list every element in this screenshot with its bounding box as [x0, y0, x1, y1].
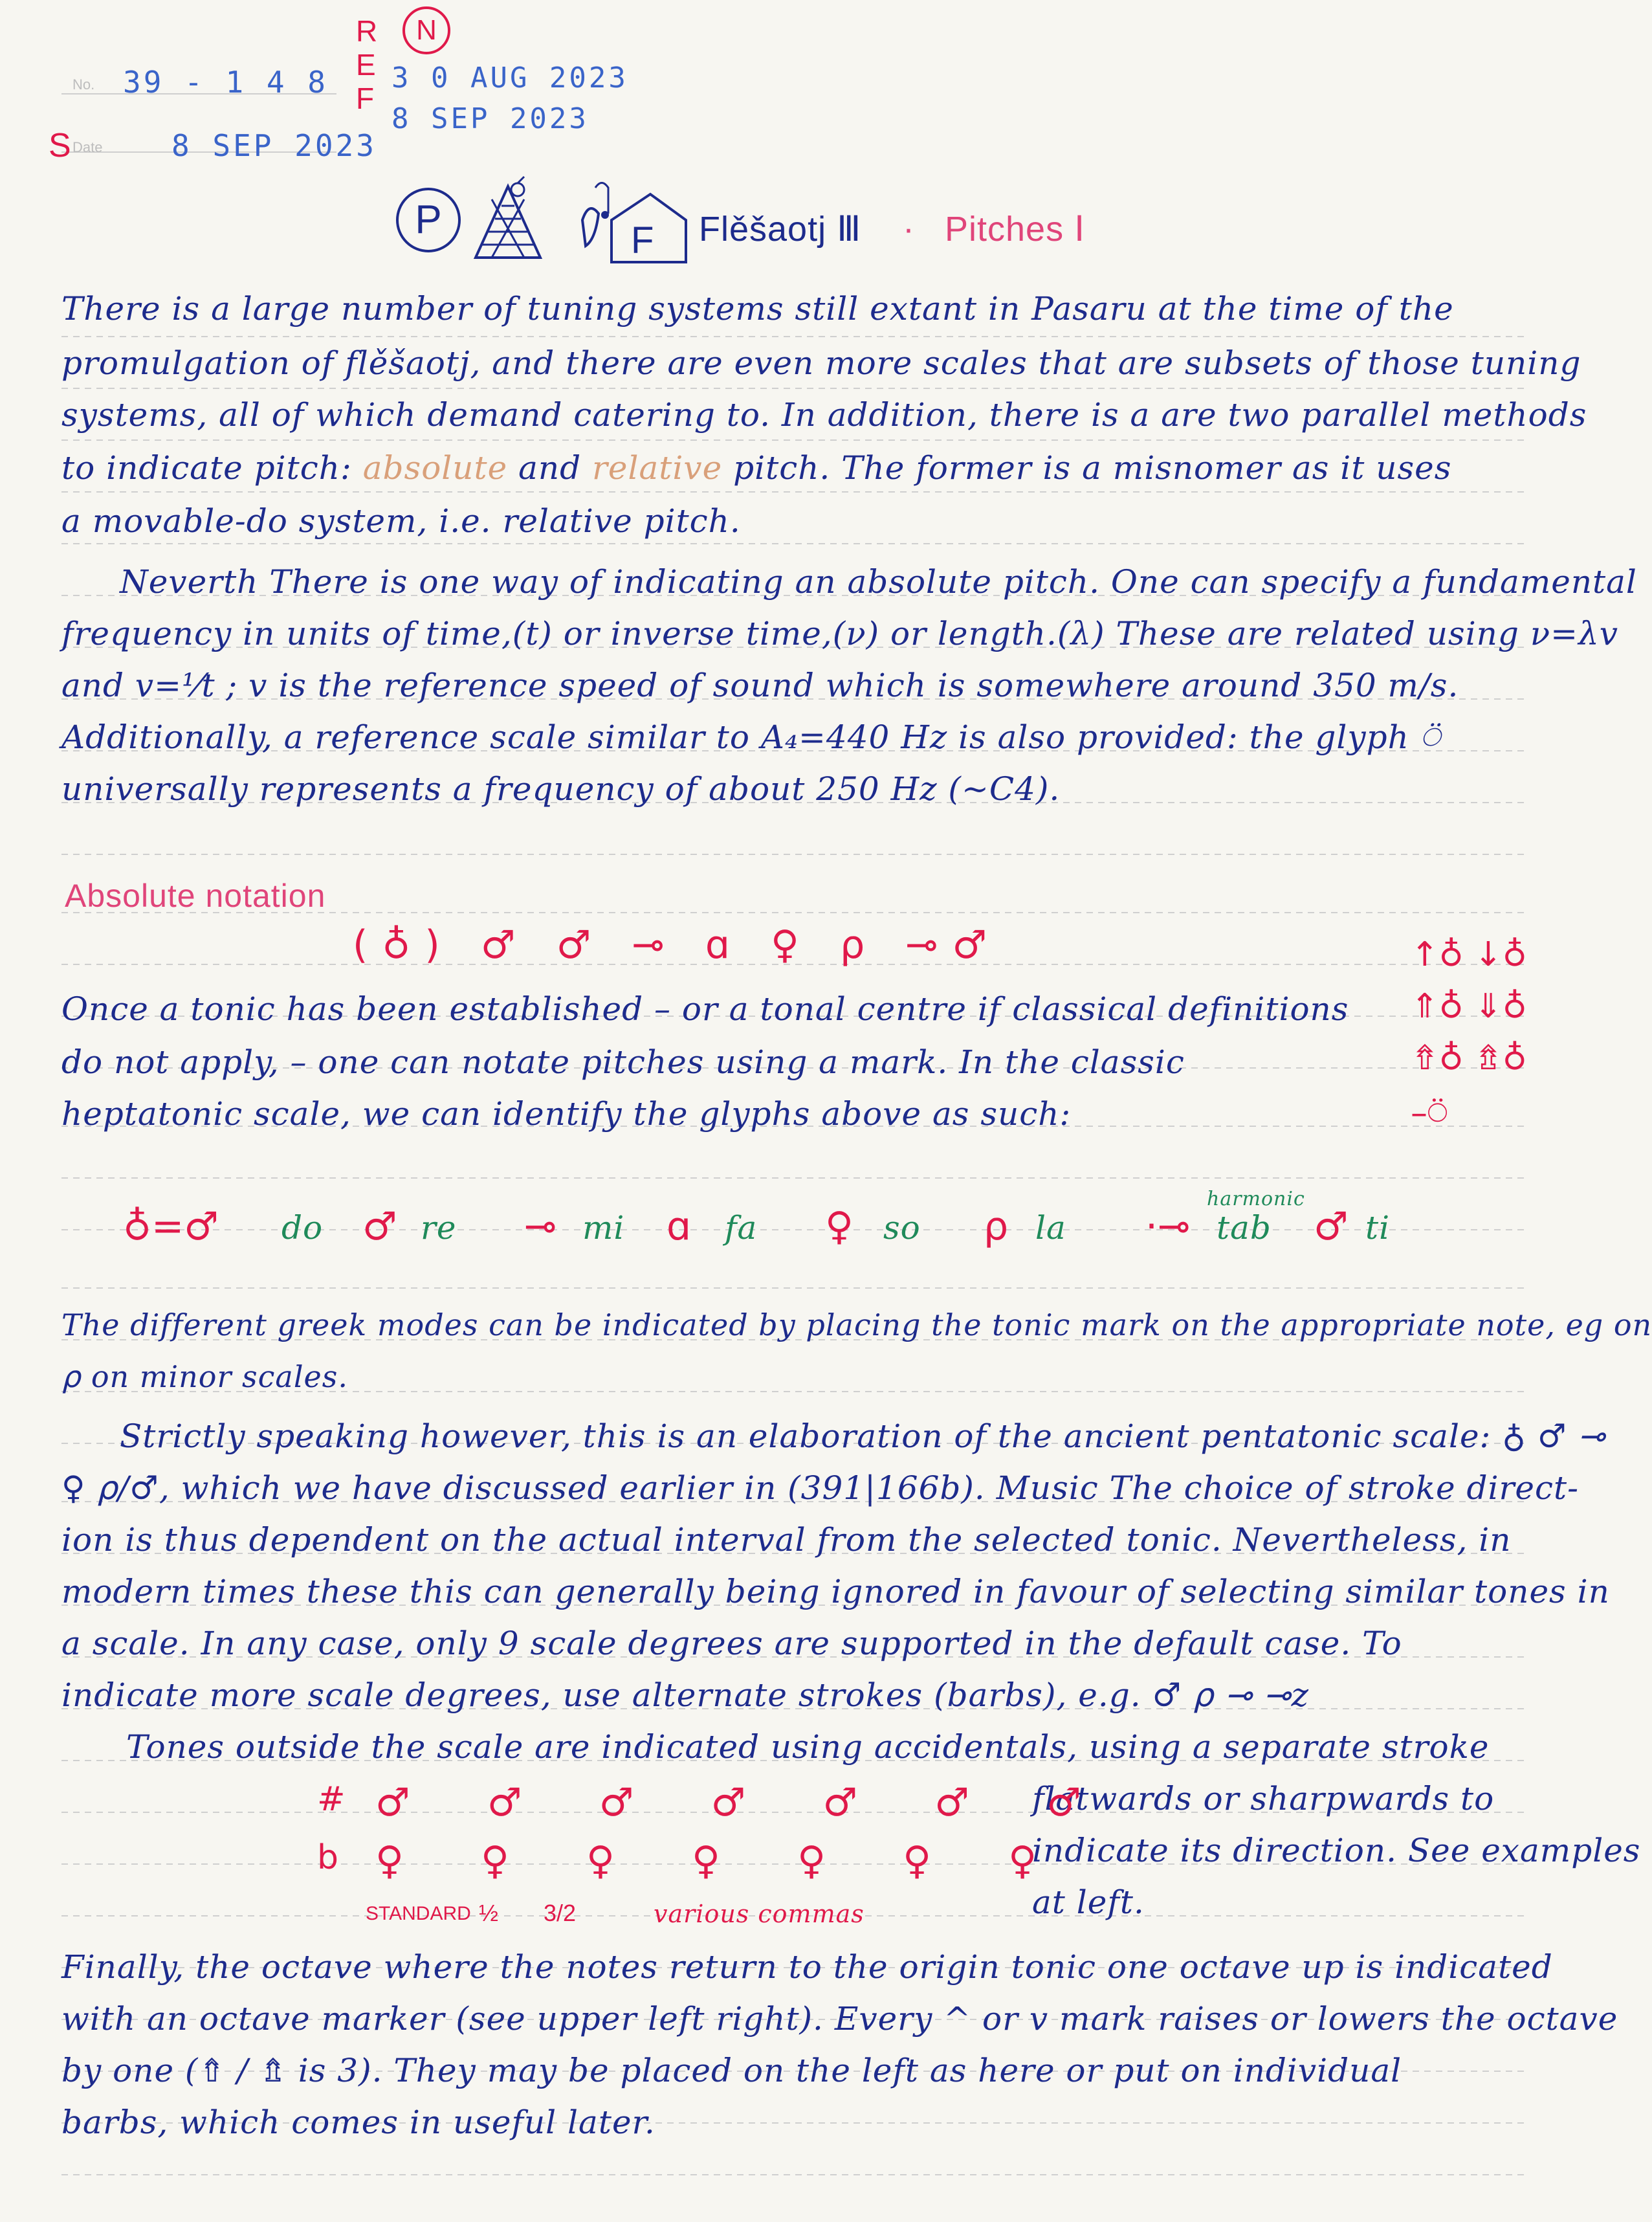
octave-mark: ↑♁ ↓♁ [1411, 935, 1527, 974]
solfege-glyph: ♀ [825, 1204, 854, 1249]
text-line: Once a tonic has been established – or a tonal centre if classical definitions [61, 990, 1349, 1028]
ref-date-2: 8 SEP 2023 [391, 102, 589, 135]
text-line: barbs, which comes in useful later. [61, 2104, 655, 2141]
caption-half: ½ [479, 1900, 499, 1926]
text-line: and v=¹⁄t ; v is the reference speed of sound which is somewhere around 350 m/s. [61, 667, 1459, 704]
relative-word: relative [592, 449, 723, 487]
section-heading: Absolute notation [65, 878, 326, 914]
solfege-name: ti [1365, 1209, 1391, 1247]
text-line: indicate more scale degrees, use alternate strokes (barbs), e.g. ♂ ⍴ ⊸ ⊸z [61, 1676, 1309, 1714]
solfege-glyph: ·⊸ [1145, 1204, 1191, 1249]
ref-letter-r: R [356, 14, 378, 48]
harmonic-label: harmonic [1207, 1188, 1305, 1210]
no-label: No. [72, 76, 95, 93]
text-span: pitch. The former is a misnomer as it uses [722, 449, 1452, 487]
solfege-glyph: ⊸ [524, 1204, 557, 1249]
caption-three-halves: 3/2 [544, 1900, 577, 1926]
solfege-glyph: ♂ [1314, 1204, 1349, 1249]
text-line: by one (⇮ / ⇯ is 3). They may be placed on the left as here or put on individual [61, 2052, 1402, 2089]
sharp-row: ♂ ♂ ♂ ♂ ♂ ♂ ♂ [375, 1780, 1114, 1825]
text-line: Finally, the octave where the notes return to the origin tonic one octave up is indicated [61, 1948, 1553, 1986]
flat-row: ♀ ♀ ♀ ♀ ♀ ♀ ♀ [375, 1838, 1070, 1883]
text-line: frequency in units of time,(t) or inverse time,(ν) or length.(λ) These are related using ν=λv [61, 615, 1619, 652]
solfege-name: so [883, 1209, 921, 1247]
date-label: Date [72, 139, 103, 155]
text-line: a movable-do system, i.e. relative pitch. [61, 502, 741, 540]
text-line: Tones outside the scale are indicated using accidentals, using a separate stroke [126, 1728, 1490, 1766]
ref-mark [356, 14, 377, 115]
text-line: heptatonic scale, we can identify the glyphs above as such: [61, 1095, 1072, 1133]
text-line: systems, all of which demand catering to. In addition, there is a are two parallel methods [61, 396, 1587, 434]
caption-standard: STANDARD [366, 1903, 471, 1924]
text-line: universally represents a frequency of about 250 Hz (~C4). [61, 770, 1061, 808]
solfege-glyph: ♁=♂ [123, 1204, 219, 1249]
absolute-word: absolute [362, 449, 508, 487]
solfege-name: la [1035, 1209, 1066, 1247]
octave-mark: –⍥ [1411, 1094, 1448, 1133]
solfege-name: re [421, 1209, 457, 1247]
text-line: at left. [1032, 1883, 1145, 1921]
tree-logo-icon [463, 173, 560, 264]
text-line: Neverth There is one way of indicating an absolute pitch. One can specify a fundamental [120, 563, 1637, 601]
page-subtitle: Pitches Ⅰ [945, 210, 1086, 249]
text-line: a scale. In any case, only 9 scale degrees are supported in the default case. To [61, 1625, 1402, 1662]
page-number: 39 - 1 4 8 [123, 65, 328, 100]
solfege-row [123, 1204, 1417, 1256]
solfege-glyph: ⍴ [984, 1204, 1009, 1249]
solfege-name: tab [1217, 1209, 1272, 1247]
text-line: ♀ ⍴/♂, which we have discussed earlier in (391|166b). Music The choice of stroke direct- [61, 1469, 1579, 1507]
text-span: and [507, 449, 592, 487]
text-line: ⍴ on minor scales. [61, 1359, 348, 1394]
text-line: flatwards or sharpwards to [1032, 1780, 1495, 1817]
solfege-glyph: ♂ [362, 1204, 397, 1249]
n-circle: N [402, 6, 450, 54]
flat-symbol: b [317, 1838, 339, 1877]
text-line: indicate its direction. See examples [1032, 1832, 1641, 1869]
text-line: There is a large number of tuning systems still extant in Pasaru at the time of the [61, 290, 1454, 328]
text-span: to indicate pitch: [61, 449, 363, 487]
sharp-symbol: # [317, 1780, 346, 1819]
text-line: ion is thus dependent on the actual interval from the selected tonic. Nevertheless, in [61, 1521, 1512, 1559]
ref-letter-f: F [356, 82, 375, 115]
text-line: Additionally, a reference scale similar to A₄=440 Hz is also provided: the glyph ⍥ [61, 718, 1440, 756]
glyph-row: (♁) ♂ ♂ ⊸ ɑ ♀ ⍴ ⊸♂ [353, 922, 1002, 968]
solfege-name: do [281, 1209, 324, 1247]
page-title: Flěšaotj Ⅲ [699, 210, 862, 249]
text-line [61, 449, 1451, 487]
ref-letter-e: E [356, 48, 376, 82]
text-line: promulgation of flěšaotj, and there are even more scales that are subsets of those tuning [61, 344, 1581, 382]
s-letter: S [49, 127, 71, 164]
ref-date-1: 3 0 AUG 2023 [391, 61, 628, 94]
solfege-name: mi [582, 1209, 625, 1247]
octave-mark: ⇮♁ ⇯♁ [1411, 1039, 1527, 1078]
f-letter: F [631, 219, 654, 261]
text-line: do not apply, – one can notate pitches using a mark. In the classic [61, 1043, 1185, 1081]
octave-mark: ⇑♁ ⇓♁ [1411, 987, 1527, 1026]
solfege-glyph: ɑ [666, 1204, 692, 1249]
text-line: with an octave marker (see upper left right). Every ^ or v mark raises or lowers the octave [61, 2000, 1618, 2038]
text-line: The different greek modes can be indicated by placing the tonic mark on the appropriate note, eg on [61, 1307, 1652, 1342]
solfege-name: fa [725, 1209, 758, 1247]
date-stamp: 8 SEP 2023 [171, 128, 377, 163]
text-line: Strictly speaking however, this is an elaboration of the ancient pentatonic scale: ♁ ♂ ⊸ [120, 1417, 1606, 1455]
title-dot: · [903, 209, 915, 248]
caption-commas: various commas [654, 1900, 865, 1928]
p-circle: P [396, 188, 461, 252]
text-line: modern times these this can generally being ignored in favour of selecting similar tones in [61, 1573, 1610, 1610]
